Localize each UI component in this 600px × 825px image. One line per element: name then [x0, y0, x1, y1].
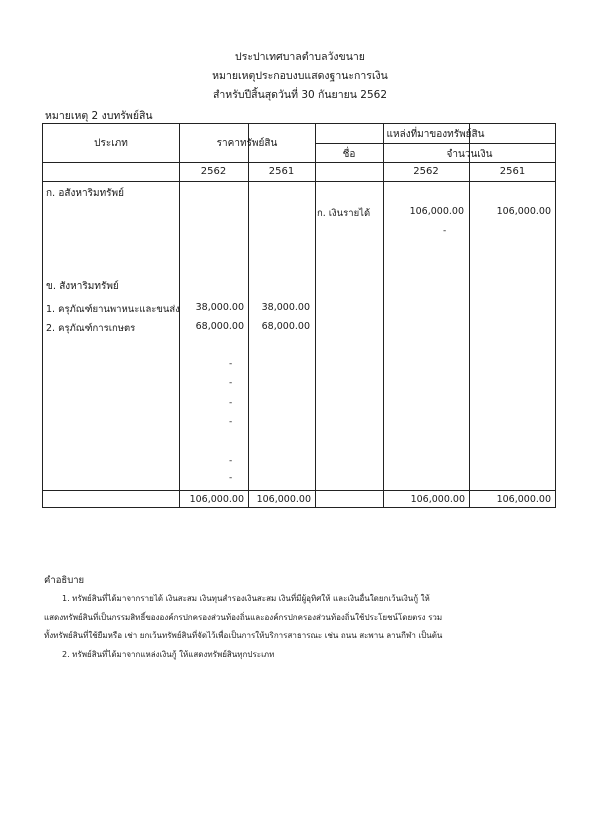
item-vehicles-label: 1. ครุภัณฑ์ยานพาหนะและขนส่ง — [46, 304, 180, 315]
empty-dash: - — [229, 398, 233, 408]
source-revenue-2561: 106,000.00 — [496, 206, 551, 217]
year-price-2562: 2562 — [200, 166, 227, 177]
year-amount-2561: 2561 — [499, 166, 526, 177]
empty-dash: - — [229, 473, 233, 483]
section-real-estate: ก. อสังหาริมทรัพย์ — [46, 188, 124, 199]
section-movable-assets: ข. สังหาริมทรัพย์ — [46, 281, 119, 292]
header-amount: จำนวนเงิน — [446, 149, 493, 160]
empty-dash: - — [229, 359, 233, 369]
item-agriculture-2561: 68,000.00 — [261, 321, 310, 332]
document-title-org: ประปาเทศบาลตำบลวังขนาย — [235, 51, 365, 63]
total-price-2562: 106,000.00 — [189, 494, 244, 505]
note-2-title: หมายเหตุ 2 งบทรัพย์สิน — [45, 110, 153, 122]
row-divider — [43, 490, 555, 491]
explanation-line: 1. ทรัพย์สินที่ได้มาจากรายได้ เงินสะสม เงินทุนสำรองเงินสะสม เงินที่มีผู้อุทิศให้ และเงินอื่นใดยกเว้นเงินกู้ ให้ — [62, 594, 430, 603]
total-source-2561: 106,000.00 — [496, 494, 551, 505]
explanation-title: คำอธิบาย — [44, 575, 85, 586]
header-price: ราคาทรัพย์สิน — [216, 138, 278, 149]
total-price-2561: 106,000.00 — [256, 494, 311, 505]
item-agriculture-2562: 68,000.00 — [195, 321, 244, 332]
empty-dash: - — [229, 417, 233, 427]
explanation-line: 2. ทรัพย์สินที่ได้มาจากแหล่งเงินกู้ ให้แสดงทรัพย์สินทุกประเภท — [62, 650, 275, 659]
document-title-notes: หมายเหตุประกอบงบแสดงฐานะการเงิน — [212, 70, 388, 82]
empty-dash: - — [443, 226, 447, 236]
header-source: แหล่งที่มาของทรัพย์สิน — [386, 129, 485, 140]
empty-dash: - — [229, 378, 233, 388]
source-revenue-label: ก. เงินรายได้ — [317, 208, 371, 219]
item-agriculture-label: 2. ครุภัณฑ์การเกษตร — [46, 323, 136, 334]
year-price-2561: 2561 — [268, 166, 295, 177]
document-title-period: สำหรับปีสิ้นสุดวันที่ 30 กันยายน 2562 — [212, 89, 387, 101]
header-name: ชื่อ — [342, 149, 356, 160]
asset-table — [42, 123, 556, 508]
explanation-line: แสดงทรัพย์สินที่เป็นกรรมสิทธิ์ขององค์กรปกครองส่วนท้องถิ่นและองค์กรปกครองส่วนท้องถิ่นใช้ประโยชน์โดยตรง รวม — [44, 613, 443, 622]
source-revenue-2562: 106,000.00 — [409, 206, 464, 217]
total-source-2562: 106,000.00 — [410, 494, 465, 505]
header-type: ประเภท — [94, 138, 128, 149]
item-vehicles-2562: 38,000.00 — [195, 302, 244, 313]
row-divider — [43, 181, 555, 182]
explanation-line: ทั้งทรัพย์สินที่ใช้ยืมหรือ เช่า ยกเว้นทรัพย์สินที่จัดไว้เพื่อเป็นการให้บริการสาธารณะ เช่น ถนน สะพาน ลานกีฬา เป็นต้น — [44, 631, 443, 640]
empty-dash: - — [229, 456, 233, 466]
item-vehicles-2561: 38,000.00 — [261, 302, 310, 313]
row-divider — [315, 143, 556, 144]
year-amount-2562: 2562 — [413, 166, 439, 177]
row-divider — [43, 162, 555, 163]
